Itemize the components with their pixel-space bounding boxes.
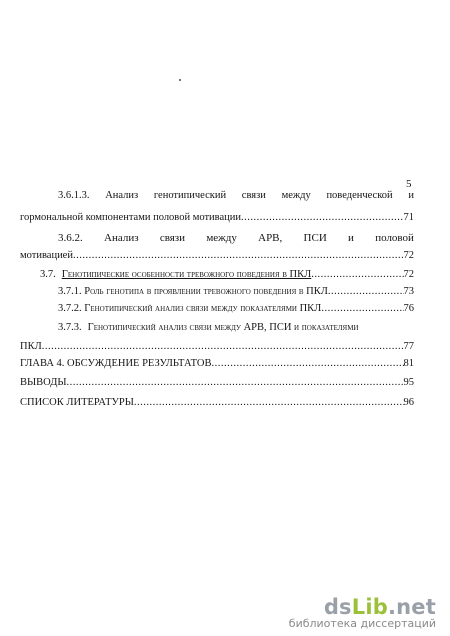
toc-word: Анализ (104, 232, 139, 244)
toc-entry-3-7-3-line1 (58, 321, 414, 335)
toc-page-number: 81 (403, 358, 414, 369)
toc-page-number: 73 (403, 286, 414, 297)
toc-entry-number: 3.7. (40, 269, 56, 280)
toc-page-number: 95 (403, 377, 414, 388)
toc-entry-text: 3.7.1. Роль генотипа в проявлении тревожного поведения в ПКЛ (58, 286, 328, 297)
toc-leader (321, 302, 403, 316)
toc-entry-3-7-1 (58, 285, 414, 299)
toc-word: между (206, 232, 237, 244)
watermark-logo-lib: Lib (351, 595, 388, 619)
toc-entry-chapter-4 (20, 357, 414, 371)
toc-entry-3-6-1-3-line2 (20, 211, 414, 225)
toc-entry-text: 3.7.2. Генотипический анализ связи между показателями ПКЛ (58, 303, 322, 314)
toc-word: поведенческой (326, 190, 393, 201)
toc-word: АРВ, (258, 232, 283, 244)
toc-entry-text: СПИСОК ЛИТЕРАТУРЫ (20, 397, 134, 408)
toc-leader (211, 357, 403, 371)
toc-word: и (408, 190, 414, 201)
toc-leader (42, 340, 404, 354)
watermark-subtitle: библиотека диссертаций (288, 617, 436, 630)
toc-entry-references (20, 396, 414, 410)
toc-word: связи (159, 232, 186, 244)
toc-leader (134, 396, 404, 410)
toc-leader (328, 285, 404, 299)
toc-entry-text: гормональной компонентами половой мотивации (20, 212, 241, 223)
toc-word: связи (241, 190, 266, 201)
toc-entry-text: ГЛАВА 4. ОБСУЖДЕНИЕ РЕЗУЛЬТАТОВ (20, 358, 212, 369)
toc-entry-text: Генотипический анализ связи между АРВ, ПСИ и показателями (87, 322, 359, 333)
toc-leader (67, 376, 404, 390)
watermark-logo-net: .net (387, 595, 436, 619)
toc-entry-3-6-1-3-line1 (58, 189, 414, 203)
toc-leader (311, 268, 403, 282)
page-number: 5 (406, 178, 412, 190)
toc-page-number: 76 (403, 303, 414, 314)
toc-word: ПСИ (303, 232, 327, 244)
toc-leader (73, 249, 404, 263)
scan-speck (179, 79, 181, 81)
watermark-logo (289, 595, 436, 619)
toc-word: Анализ (105, 190, 139, 201)
toc-entry-text: Генотипические особенности тревожного поведения в ПКЛ (61, 269, 312, 280)
toc-word: между (281, 190, 311, 201)
toc-page-number: 72 (403, 250, 414, 261)
toc-word: и (348, 232, 354, 244)
toc-word: половой (375, 232, 414, 244)
toc-entry-3-7 (40, 268, 414, 282)
site-watermark (289, 595, 436, 630)
toc-leader (241, 211, 404, 225)
toc-entry-3-6-2-line1 (58, 231, 414, 245)
toc-entry-conclusions (20, 376, 414, 390)
toc-page-number: 96 (403, 397, 414, 408)
toc-word: 3.6.2. (58, 232, 83, 244)
toc-entry-3-7-3-line2 (20, 340, 414, 354)
toc-page-number: 77 (403, 341, 414, 352)
toc-word: 3.6.1.3. (58, 190, 90, 201)
toc-entry-text: ПКЛ (20, 341, 42, 352)
toc-entry-3-7-2 (58, 302, 414, 316)
toc-page-number: 71 (403, 212, 414, 223)
watermark-logo-ds: ds (323, 595, 352, 619)
toc-entry-text: ВЫВОДЫ (20, 377, 67, 388)
toc-page-number: 72 (403, 269, 414, 280)
toc-entry-number: 3.7.3. (58, 322, 82, 333)
toc-entry-3-6-2-line2 (20, 249, 414, 263)
toc-entry-text: мотивацией (20, 250, 73, 261)
toc-word: генотипический (153, 190, 227, 201)
